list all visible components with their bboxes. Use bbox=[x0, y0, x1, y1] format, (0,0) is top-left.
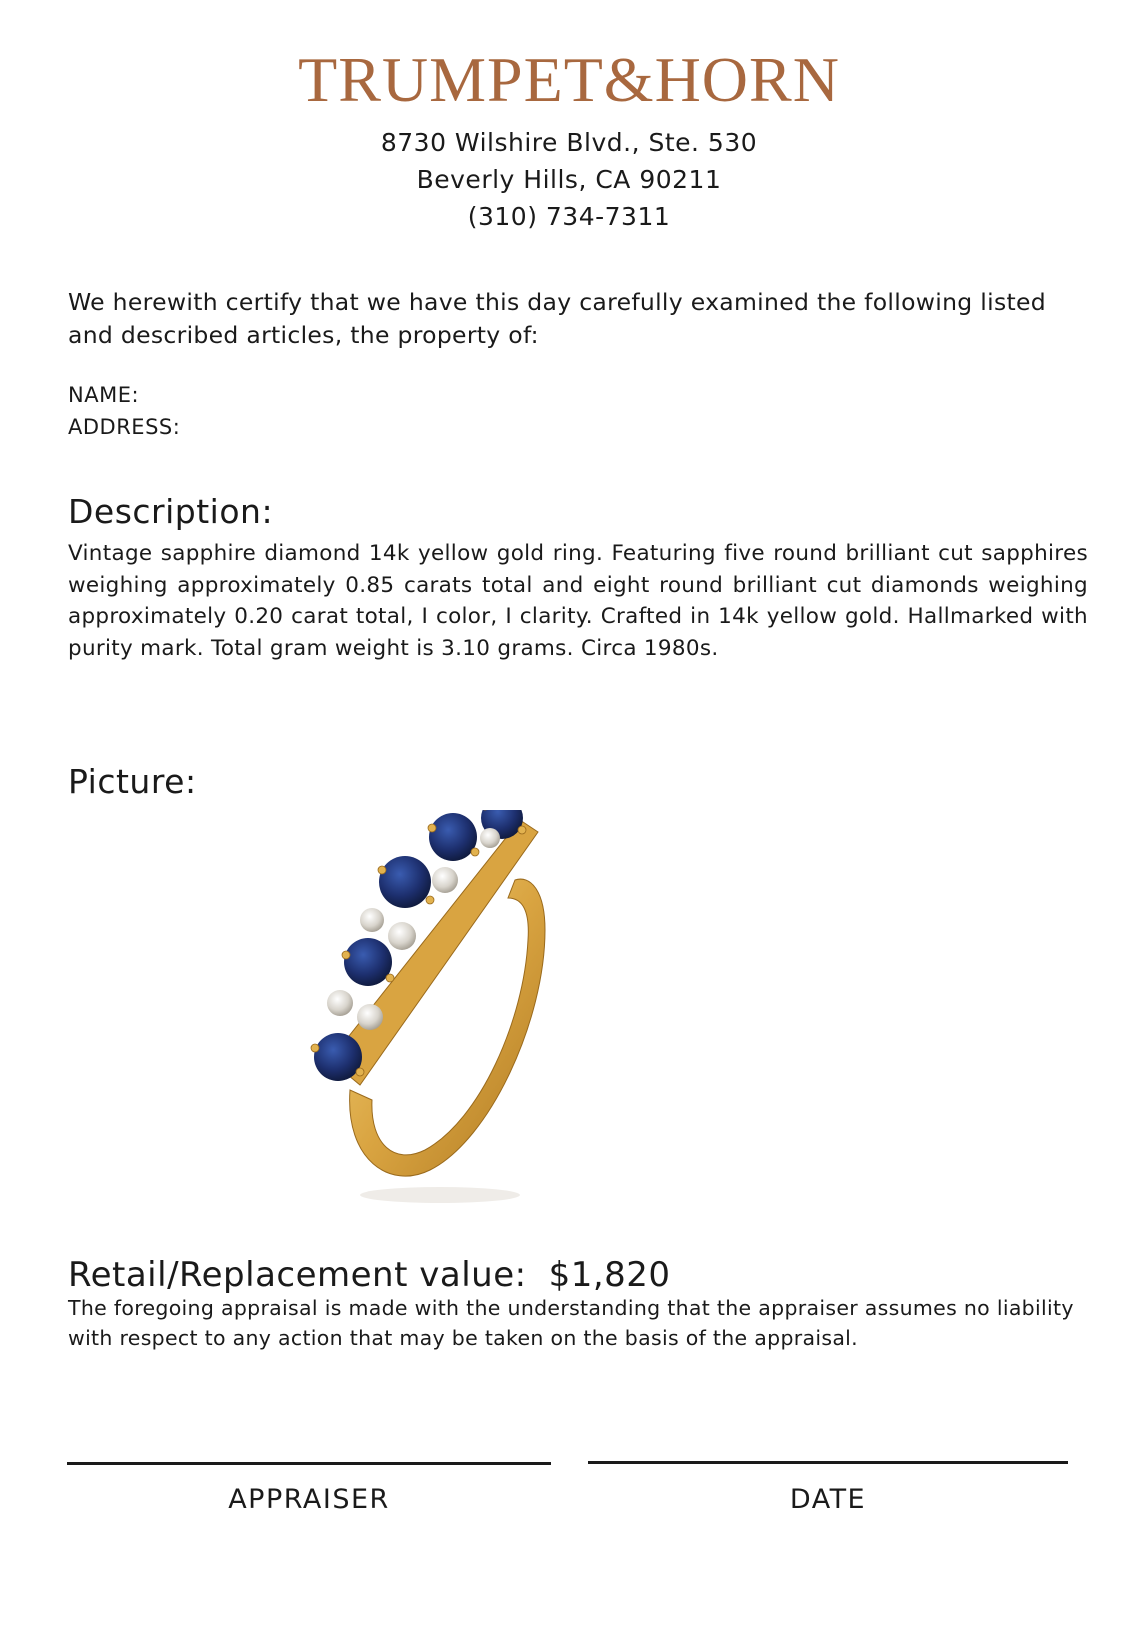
address-label: ADDRESS: bbox=[68, 415, 181, 439]
ring-photo bbox=[290, 810, 620, 1250]
brand-logo: TRUMPET&HORN bbox=[298, 44, 840, 115]
address-line-1: 8730 Wilshire Blvd., Ste. 530 bbox=[380, 128, 758, 157]
valuation-amount: $1,820 bbox=[548, 1255, 671, 1295]
date-label: DATE bbox=[789, 1484, 867, 1515]
valuation-row bbox=[68, 1255, 671, 1295]
date-signature-line[interactable] bbox=[588, 1461, 1068, 1464]
appraiser-signature-line[interactable] bbox=[67, 1462, 551, 1465]
address-line-2: Beverly Hills, CA 90211 bbox=[416, 165, 722, 194]
description-text: Vintage sapphire diamond 14k yellow gold ring. Featuring five round brilliant cut sapphires weighing approximately 0.85 carats total and eight round brilliant cut diamonds weighing approximately 0.20 carat total, I color, I clarity. Crafted in 14k yellow gold. Hallmarked with purity mark. Total gram weight is 3.10 grams. Circa 1980s. bbox=[68, 541, 1088, 661]
description-heading: Description: bbox=[68, 492, 274, 531]
picture-heading: Picture: bbox=[68, 762, 197, 801]
disclaimer-text: The foregoing appraisal is made with the understanding that the appraiser assumes no liability with respect to any action that may be taken on the basis of the appraisal. bbox=[68, 1296, 1074, 1350]
certification-text: We herewith certify that we have this day carefully examined the following listed and described articles, the property of: bbox=[68, 288, 1046, 349]
name-label: NAME: bbox=[68, 383, 140, 407]
appraiser-label: APPRAISER bbox=[228, 1484, 390, 1515]
phone-number: (310) 734-7311 bbox=[467, 202, 671, 231]
valuation-label: Retail/Replacement value: bbox=[68, 1255, 527, 1295]
